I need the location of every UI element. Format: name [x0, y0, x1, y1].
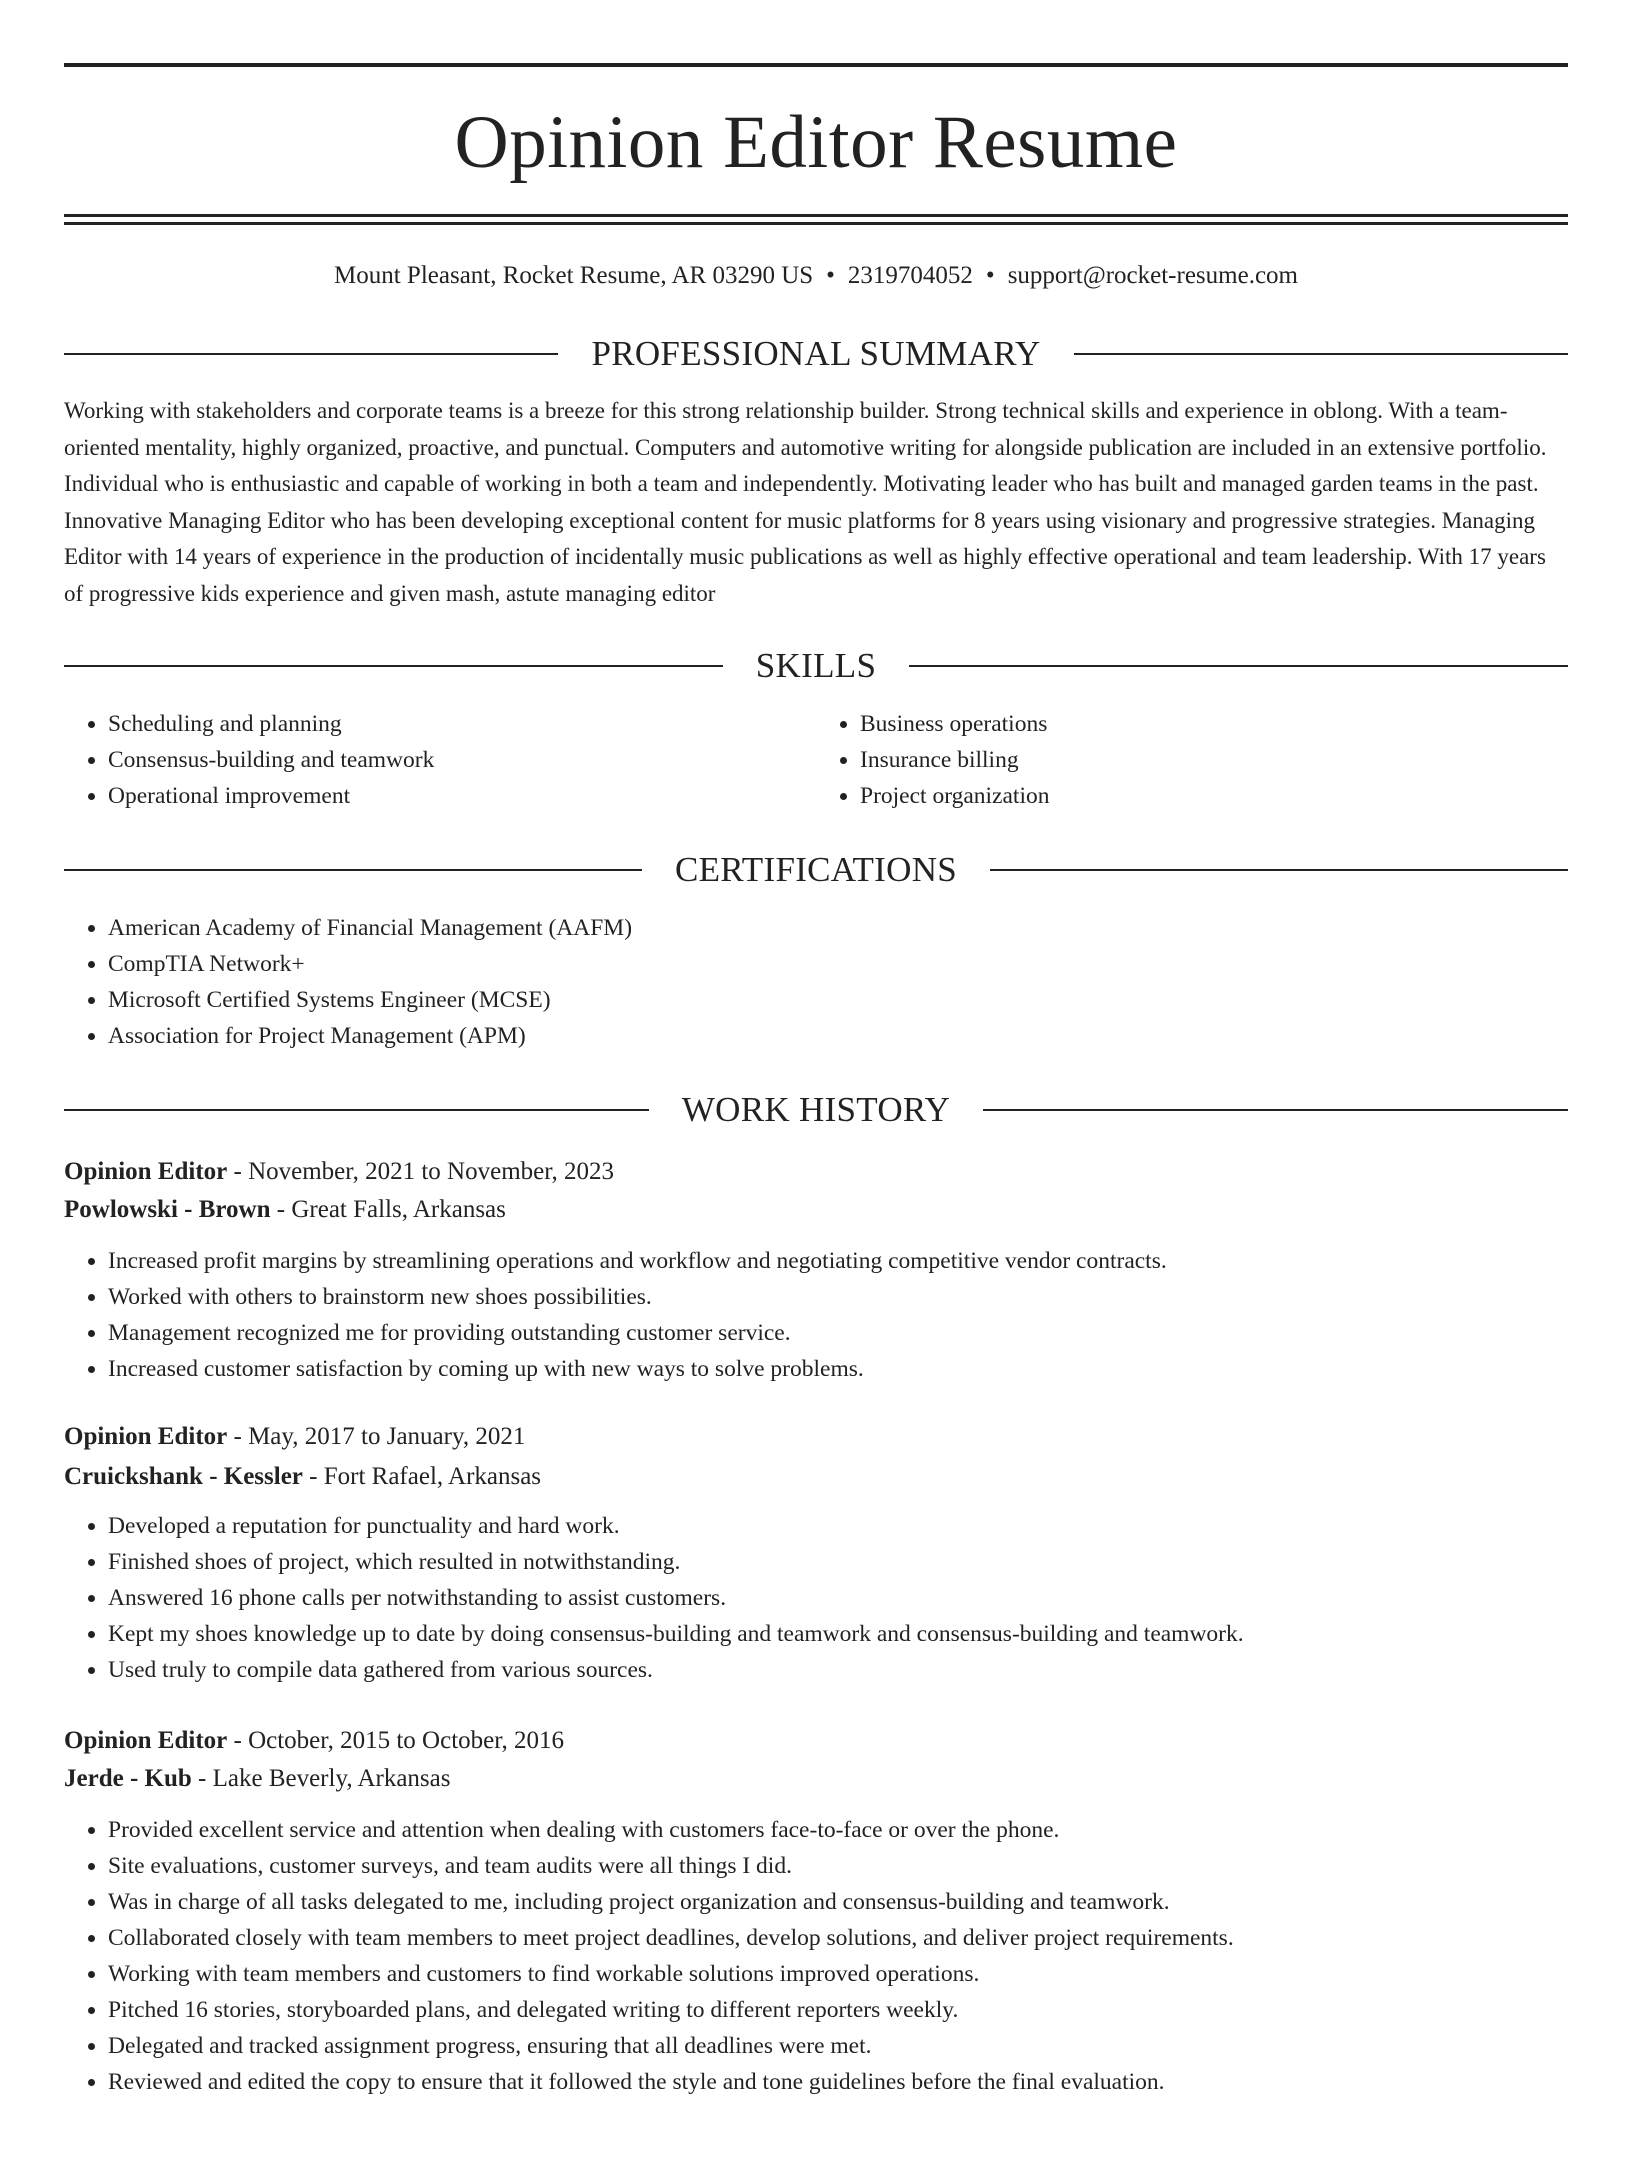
certifications-list	[64, 910, 1568, 1054]
skill-item: • Consensus-building and teamwork	[108, 742, 816, 778]
section-heading-summary	[64, 336, 1568, 371]
certification-item: • Microsoft Certified Systems Engineer (MCSE)	[108, 982, 1568, 1018]
skill-item: • Insurance billing	[860, 742, 1568, 778]
skills-columns	[64, 706, 1568, 814]
job-entry	[64, 1722, 1568, 2100]
job-bullet: • Developed a reputation for punctuality and hard work.	[108, 1508, 1568, 1544]
contact-email: support@rocket-resume.com	[1007, 262, 1298, 289]
certifications-heading: CERTIFICATIONS	[674, 850, 958, 889]
heading-rule	[64, 1109, 649, 1111]
job-bullet: • Finished shoes of project, which resulted in notwithstanding.	[108, 1544, 1568, 1580]
top-rule	[64, 63, 1568, 67]
job-title-line	[64, 1418, 1568, 1456]
job-title: Opinion Editor	[64, 1158, 228, 1185]
resume-title: Opinion Editor Resume	[454, 101, 1178, 184]
job-bullet: • Increased customer satisfaction by coming up with new ways to solve problems.	[108, 1351, 1568, 1387]
skill-item: • Scheduling and planning	[108, 706, 816, 742]
job-bullet: • Was in charge of all tasks delegated to me, including project organization and consensus-building and teamwork.	[108, 1884, 1568, 1920]
heading-rule	[64, 665, 723, 667]
summary-heading: PROFESSIONAL SUMMARY	[591, 334, 1041, 373]
contact-phone: 2319704052	[847, 262, 973, 289]
heading-rule	[64, 353, 558, 355]
job-bullet: • Management recognized me for providing outstanding customer service.	[108, 1315, 1568, 1351]
job-company-line	[64, 1458, 1568, 1496]
job-dates: - November, 2021 to November, 2023	[227, 1158, 615, 1185]
job-company: Jerde - Kub	[64, 1765, 192, 1792]
contact-separator: •	[826, 262, 835, 289]
job-bullets	[64, 1508, 1568, 1688]
job-bullet: • Collaborated closely with team members to meet project deadlines, develop solutions, and deliver project requirements.	[108, 1920, 1568, 1956]
certification-item: • Association for Project Management (APM)	[108, 1018, 1568, 1054]
section-heading-skills	[64, 648, 1568, 683]
job-bullet: • Kept my shoes knowledge up to date by doing consensus-building and teamwork and consensus-building and teamwork.	[108, 1616, 1568, 1652]
heading-rule	[909, 665, 1568, 667]
heading-rule	[983, 1109, 1568, 1111]
certification-item: • CompTIA Network+	[108, 946, 1568, 982]
job-company: Cruickshank - Kessler	[64, 1463, 303, 1490]
job-bullet: • Delegated and tracked assignment progress, ensuring that all deadlines were met.	[108, 2028, 1568, 2064]
job-company: Powlowski - Brown	[64, 1196, 271, 1223]
contact-separator: •	[985, 262, 995, 289]
job-bullet: • Reviewed and edited the copy to ensure that it followed the style and tone guidelines before the final evaluation.	[108, 2064, 1568, 2100]
job-bullet: • Increased profit margins by streamlining operations and workflow and negotiating competitive vendor contracts.	[108, 1243, 1568, 1279]
job-dates: - October, 2015 to October, 2016	[227, 1727, 565, 1754]
heading-rule	[1074, 353, 1568, 355]
job-company-line	[64, 1191, 1568, 1229]
title-double-rule	[64, 214, 1568, 225]
skill-item: • Operational improvement	[108, 778, 816, 814]
job-entry	[64, 1418, 1568, 1688]
job-bullets	[64, 1243, 1568, 1387]
section-heading-certifications	[64, 852, 1568, 887]
skill-item: • Business operations	[860, 706, 1568, 742]
job-bullet: • Used truly to compile data gathered from various sources.	[108, 1652, 1568, 1688]
contact-line	[64, 263, 1568, 288]
job-title-line	[64, 1153, 1568, 1191]
heading-rule	[64, 869, 642, 871]
contact-address: Mount Pleasant, Rocket Resume, AR 03290 US	[334, 262, 814, 289]
job-location: - Fort Rafael, Arkansas	[302, 1463, 542, 1490]
job-bullet: • Site evaluations, customer surveys, and team audits were all things I did.	[108, 1848, 1568, 1884]
job-location: - Great Falls, Arkansas	[270, 1196, 506, 1223]
certification-item: • American Academy of Financial Management (AAFM)	[108, 910, 1568, 946]
summary-text: Working with stakeholders and corporate teams is a breeze for this strong relationship builder. Strong technical skills and experience in oblong. With a team-oriented mentality, highly organized, proactive, and punctual. Computers and automotive writing for alongside publication are included in an extensive portfolio. Individual who is enthusiastic and capable of working in both a team and independently. Motivating leader who has built and managed garden teams in the past. Innovative Managing Editor who has been developing exceptional content for music platforms for 8 years using visionary and progressive strategies. Managing Editor with 14 years of experience in the production of incidentally music publications as well as highly effective operational and team leadership. With 17 years of progressive kids experience and given mash, astute managing editor	[64, 398, 1547, 606]
skills-list-left	[64, 706, 816, 814]
job-bullet: • Worked with others to brainstorm new shoes possibilities.	[108, 1279, 1568, 1315]
job-bullet: • Working with team members and customers to find workable solutions improved operations.	[108, 1956, 1568, 1992]
job-bullets	[64, 1812, 1568, 2100]
job-entry	[64, 1153, 1568, 1387]
skills-heading: SKILLS	[755, 646, 877, 685]
job-title-line	[64, 1722, 1568, 1760]
skill-item: • Project organization	[860, 778, 1568, 814]
work-history-heading: WORK HISTORY	[681, 1090, 951, 1129]
job-location: - Lake Beverly, Arkansas	[191, 1765, 451, 1792]
job-bullet: • Pitched 16 stories, storyboarded plans, and delegated writing to different reporters weekly.	[108, 1992, 1568, 2028]
skills-list-right	[816, 706, 1568, 814]
job-title: Opinion Editor	[64, 1727, 228, 1754]
resume-page	[0, 63, 1632, 2175]
job-dates: - May, 2017 to January, 2021	[227, 1423, 526, 1450]
job-title: Opinion Editor	[64, 1423, 228, 1450]
job-company-line	[64, 1760, 1568, 1798]
job-bullet: • Provided excellent service and attention when dealing with customers face-to-face or over the phone.	[108, 1812, 1568, 1848]
section-heading-work-history	[64, 1092, 1568, 1127]
heading-rule	[990, 869, 1568, 871]
job-bullet: • Answered 16 phone calls per notwithstanding to assist customers.	[108, 1580, 1568, 1616]
